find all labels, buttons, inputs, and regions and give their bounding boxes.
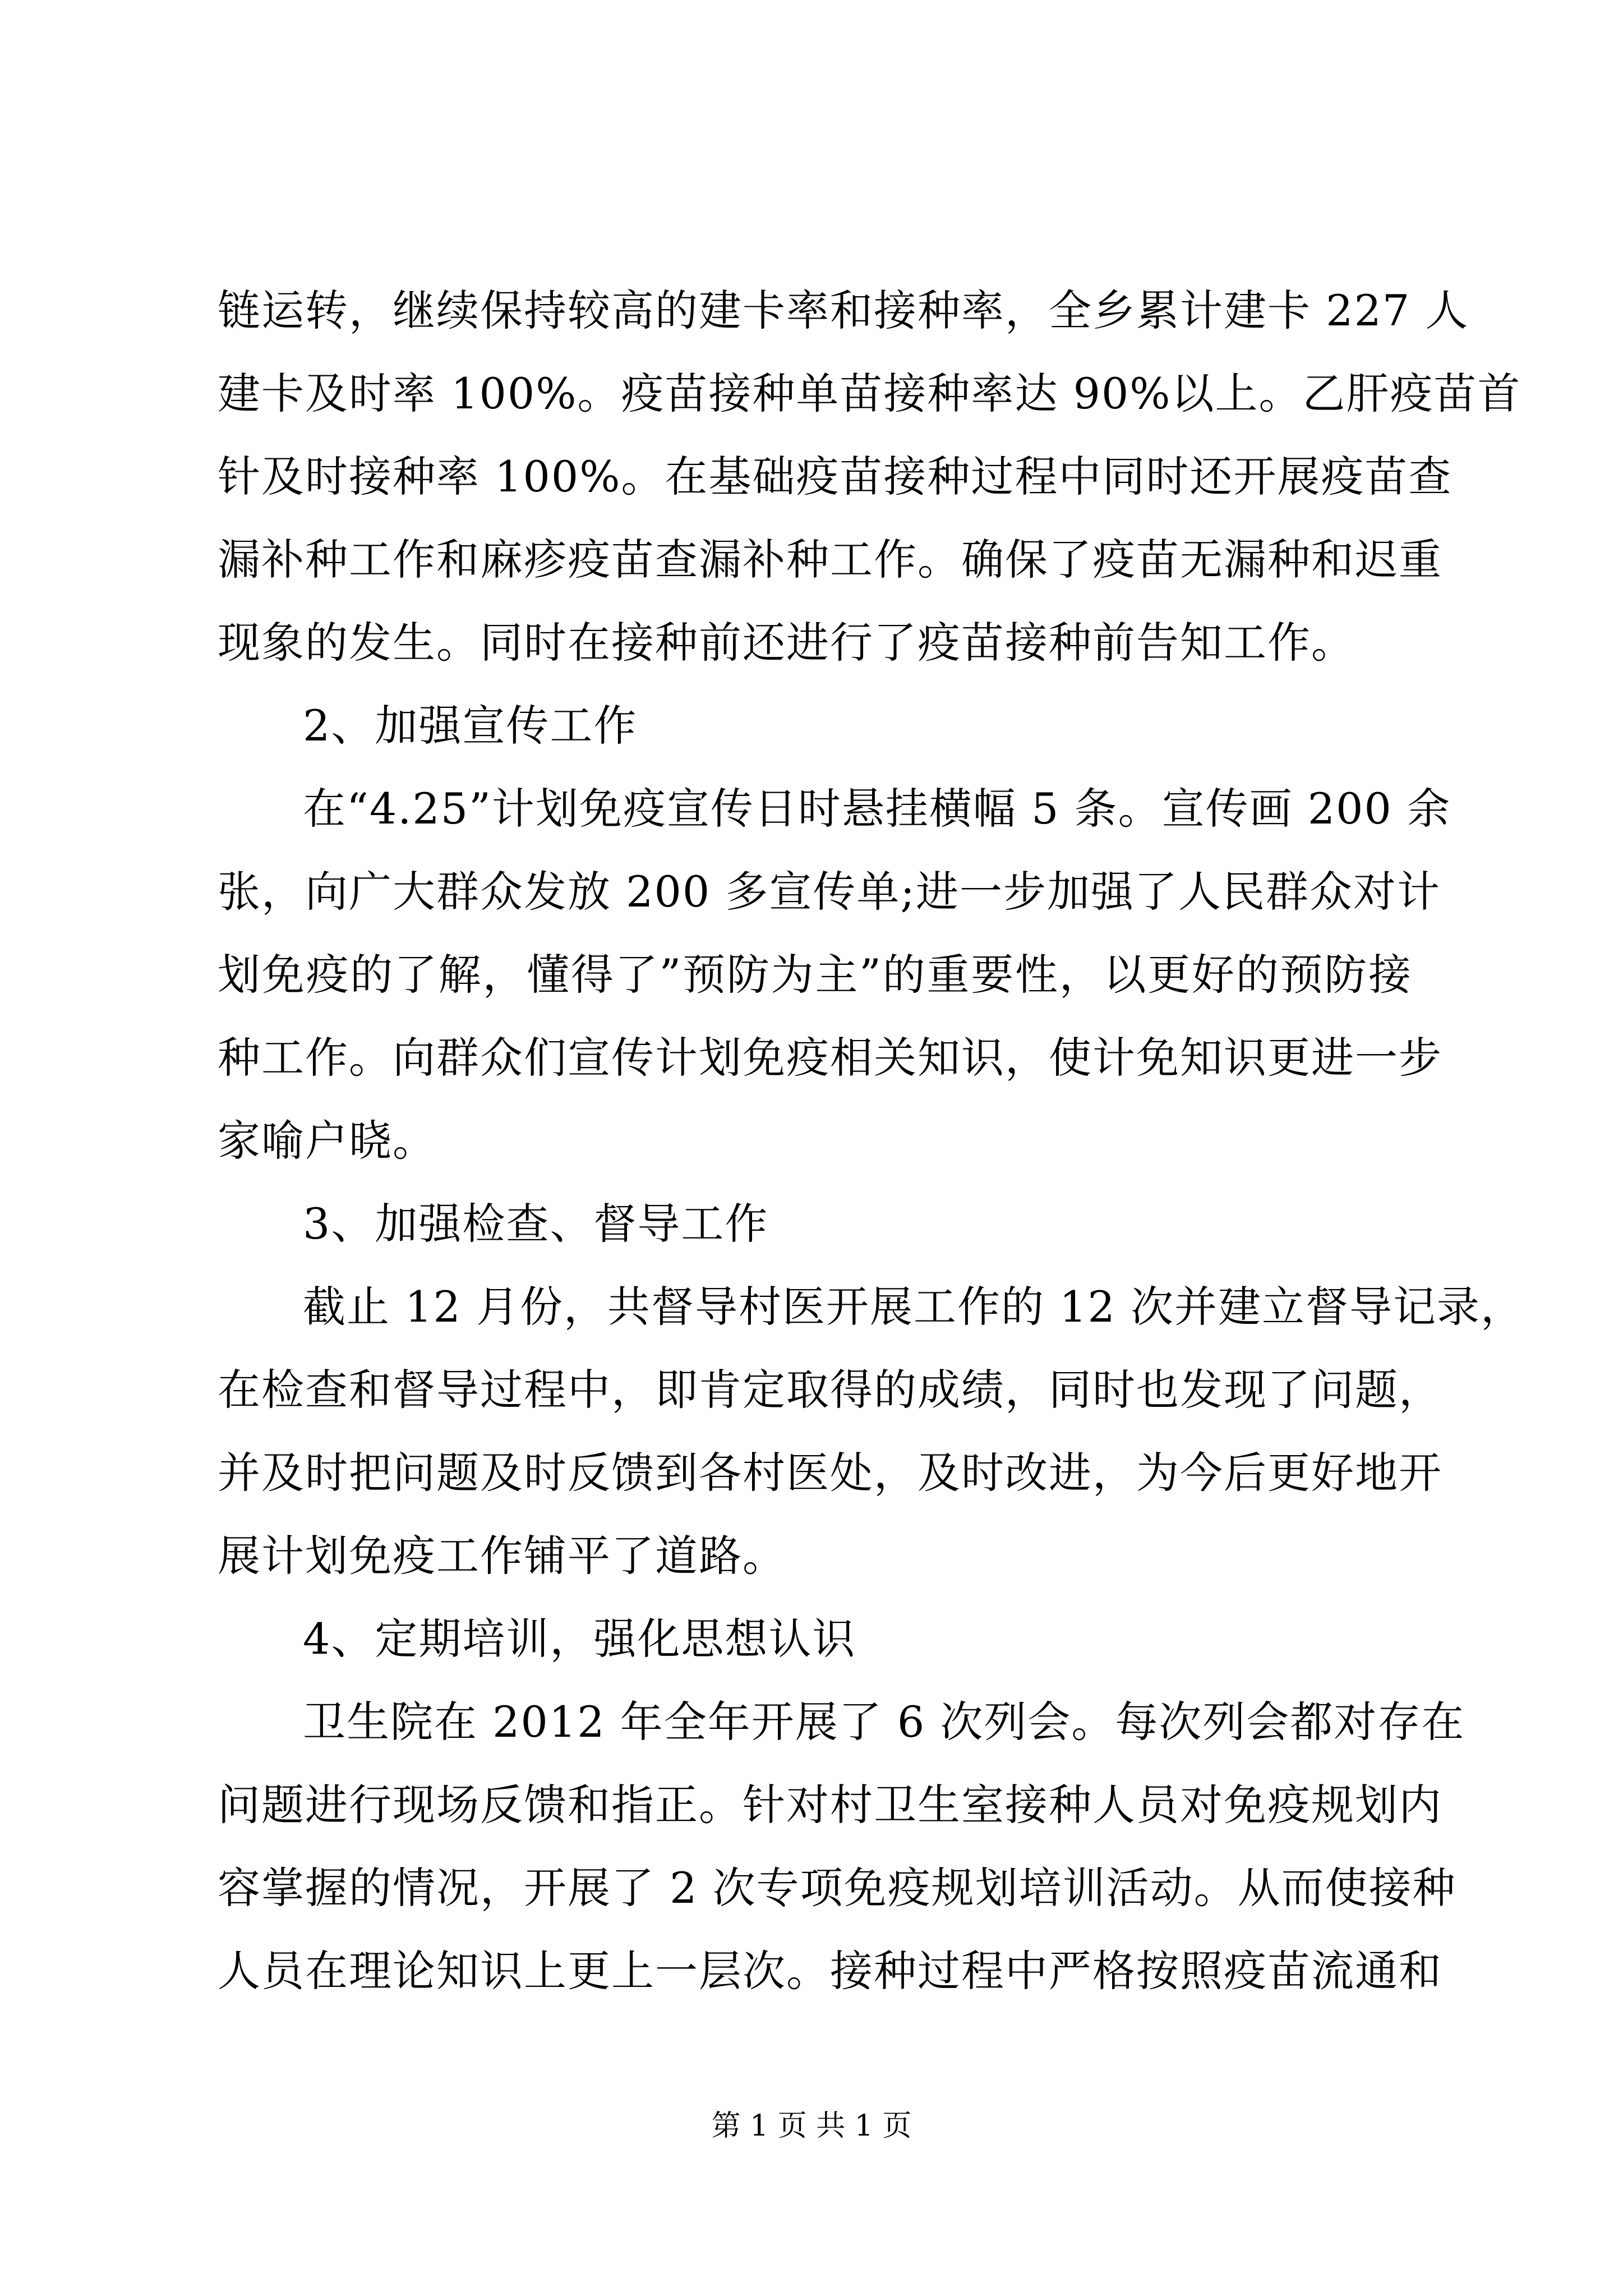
- paragraph-line: 问题进行现场反馈和指正。针对村卫生室接种人员对免疫规划内: [218, 1780, 1442, 1830]
- paragraph-line: 链运转，继续保持较高的建卡率和接种率，全乡累计建卡 227 人: [218, 286, 1469, 335]
- section-heading-4: 4、定期培训，强化思想认识: [303, 1614, 856, 1664]
- paragraph-line: 建卡及时率 100%。疫苗接种单苗接种率达 90%以上。乙肝疫苗首: [218, 369, 1521, 418]
- paragraph-line: 种工作。向群众们宣传计划免疫相关知识，使计免知识更进一步: [218, 1033, 1442, 1083]
- section-heading-3: 3、加强检查、督导工作: [303, 1199, 769, 1249]
- paragraph-line: 家喻户晓。: [218, 1116, 436, 1166]
- paragraph-line: 并及时把问题及时反馈到各村医处，及时改进，为今后更好地开: [218, 1448, 1442, 1498]
- paragraph-line: 容掌握的情况，开展了 2 次专项免疫规划培训活动。从而使接种: [218, 1863, 1456, 1913]
- page-number-footer: 第 1 页 共 1 页: [711, 2109, 912, 2143]
- paragraph-line: 划免疫的了解，懂得了”预防为主”的重要性，以更好的预防接: [218, 950, 1412, 1000]
- paragraph-line: 在“4.25”计划免疫宣传日时悬挂横幅 5 条。宣传画 200 余: [303, 784, 1451, 834]
- paragraph-line: 展计划免疫工作铺平了道路。: [218, 1531, 786, 1581]
- paragraph-line: 在检查和督导过程中，即肯定取得的成绩，同时也发现了问题，: [218, 1365, 1442, 1415]
- paragraph-line: 漏补种工作和麻疹疫苗查漏补种工作。确保了疫苗无漏种和迟重: [218, 535, 1442, 585]
- paragraph-line: 人员在理论知识上更上一层次。接种过程中严格按照疫苗流通和: [218, 1946, 1442, 1996]
- paragraph-line: 卫生院在 2012 年全年开展了 6 次列会。每次列会都对存在: [303, 1697, 1465, 1747]
- paragraph-line: 张，向广大群众发放 200 多宣传单;进一步加强了人民群众对计: [218, 867, 1441, 917]
- paragraph-line: 截止 12 月份，共督导村医开展工作的 12 次并建立督导记录，: [303, 1282, 1525, 1332]
- document-body: [218, 269, 1525, 2013]
- section-heading-2: 2、加强宣传工作: [303, 701, 638, 751]
- paragraph-line: 现象的发生。同时在接种前还进行了疫苗接种前告知工作。: [218, 618, 1355, 668]
- paragraph-line: 针及时接种率 100%。在基础疫苗接种过程中同时还开展疫苗查: [218, 452, 1453, 501]
